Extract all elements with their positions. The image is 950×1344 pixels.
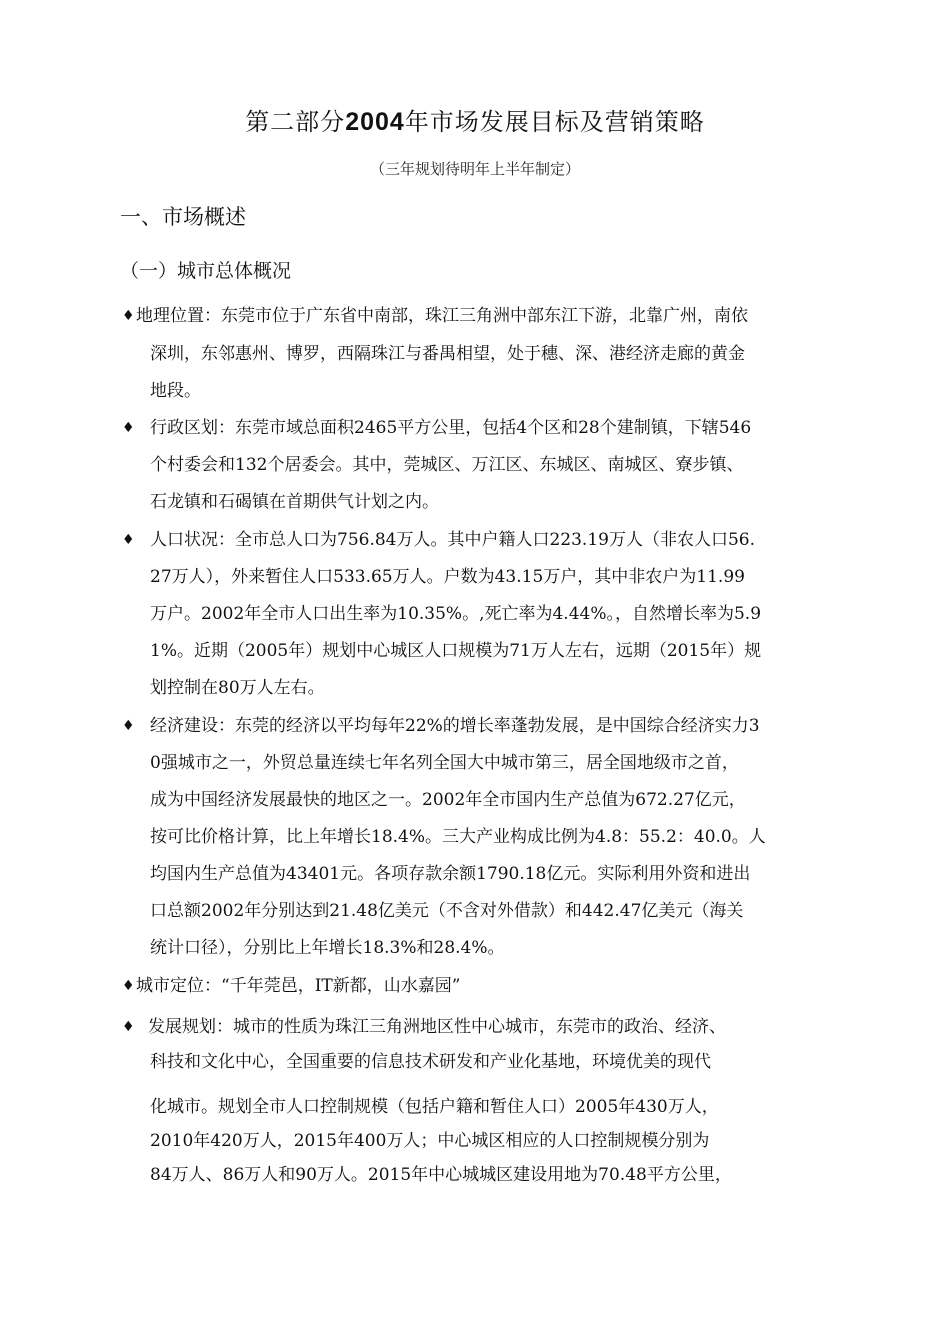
text-line: 统计口径），分别比上年增长18.3%和28.4%。 [150, 938, 505, 958]
text-line: 城市定位：“千年莞邑，IT新都，山水嘉园” [136, 976, 461, 996]
text-line: 84万人、86万人和90万人。2015年中心城城区建设用地为70.48平方公里， [150, 1165, 732, 1185]
section-heading: 一、市场概述 [120, 205, 246, 229]
bullet-icon: ♦ [122, 1019, 135, 1035]
title-year: 2004 [345, 108, 405, 136]
text-line: 石龙镇和石碣镇在首期供气计划之内。 [150, 492, 439, 512]
text-line: 0强城市之一，外贸总量连续七年名列全国大中城市第三，居全国地级市之首， [150, 753, 739, 773]
title-suffix: 年市场发展目标及营销策略 [404, 108, 705, 136]
text-line: 化城市。规划全市人口控制规模（包括户籍和暂住人口）2005年430万人， [150, 1097, 719, 1117]
bullet-icon: ♦ [122, 420, 135, 436]
text-line: 27万人），外来暂住人口533.65万人。户数为43.15万户，其中非农户为11.99 [150, 567, 745, 587]
text-line: 万户。2002年全市人口出生率为10.35%。,死亡率为4.44%。，自然增长率为5.9 [150, 604, 762, 624]
text-line: 地理位置：东莞市位于广东省中南部，珠江三角洲中部东江下游，北靠广州，南依 [136, 306, 748, 326]
text-line: 深圳，东邻惠州、博罗，西隔珠江与番禺相望，处于穗、深、港经济走廊的黄金 [150, 344, 745, 364]
text-line: 成为中国经济发展最快的地区之一。2002年全市国内生产总值为672.27亿元， [150, 790, 746, 810]
bullet-icon: ♦ [122, 718, 135, 734]
bullet-icon: ♦ [122, 532, 135, 548]
page-subtitle: （三年规划待明年上半年制定） [369, 160, 580, 178]
page-title [0, 102, 950, 137]
text-line: 人口状况：全市总人口为756.84万人。其中户籍人口223.19万人（非农人口56. [150, 530, 756, 550]
text-line: 均国内生产总值为43401元。各项存款余额1790.18亿元。实际利用外资和进出 [150, 864, 751, 884]
title-prefix: 第二部分 [245, 108, 346, 136]
text-line: 科技和文化中心，全国重要的信息技术研发和产业化基地，环境优美的现代 [150, 1052, 711, 1072]
bullet-icon: ♦ [122, 978, 135, 994]
bullet-icon: ♦ [122, 308, 135, 324]
text-line: 2010年420万人，2015年400万人；中心城区相应的人口控制规模分别为 [150, 1131, 710, 1151]
subsection-heading: （一）城市总体概况 [120, 260, 292, 282]
text-line: 个村委会和132个居委会。其中，莞城区、万江区、东城区、南城区、寮步镇、 [150, 455, 744, 475]
text-line: 按可比价格计算，比上年增长18.4%。三大产业构成比例为4.8：55.2：40.0。人 [150, 827, 766, 847]
text-line: 1%。近期（2005年）规划中心城区人口规模为71万人左右，远期（2015年）规 [150, 641, 762, 661]
text-line: 地段。 [150, 381, 201, 401]
text-line: 划控制在80万人左右。 [150, 678, 325, 698]
text-line: 发展规划：城市的性质为珠江三角洲地区性中心城市，东莞市的政治、经济、 [148, 1017, 726, 1037]
text-line: 行政区划：东莞市域总面积2465平方公里，包括4个区和28个建制镇，下辖546 [150, 418, 752, 438]
text-line: 口总额2002年分别达到21.48亿美元（不含对外借款）和442.47亿美元（海关 [150, 901, 744, 921]
text-line: 经济建设：东莞的经济以平均每年22%的增长率蓬勃发展，是中国综合经济实力3 [150, 716, 760, 736]
